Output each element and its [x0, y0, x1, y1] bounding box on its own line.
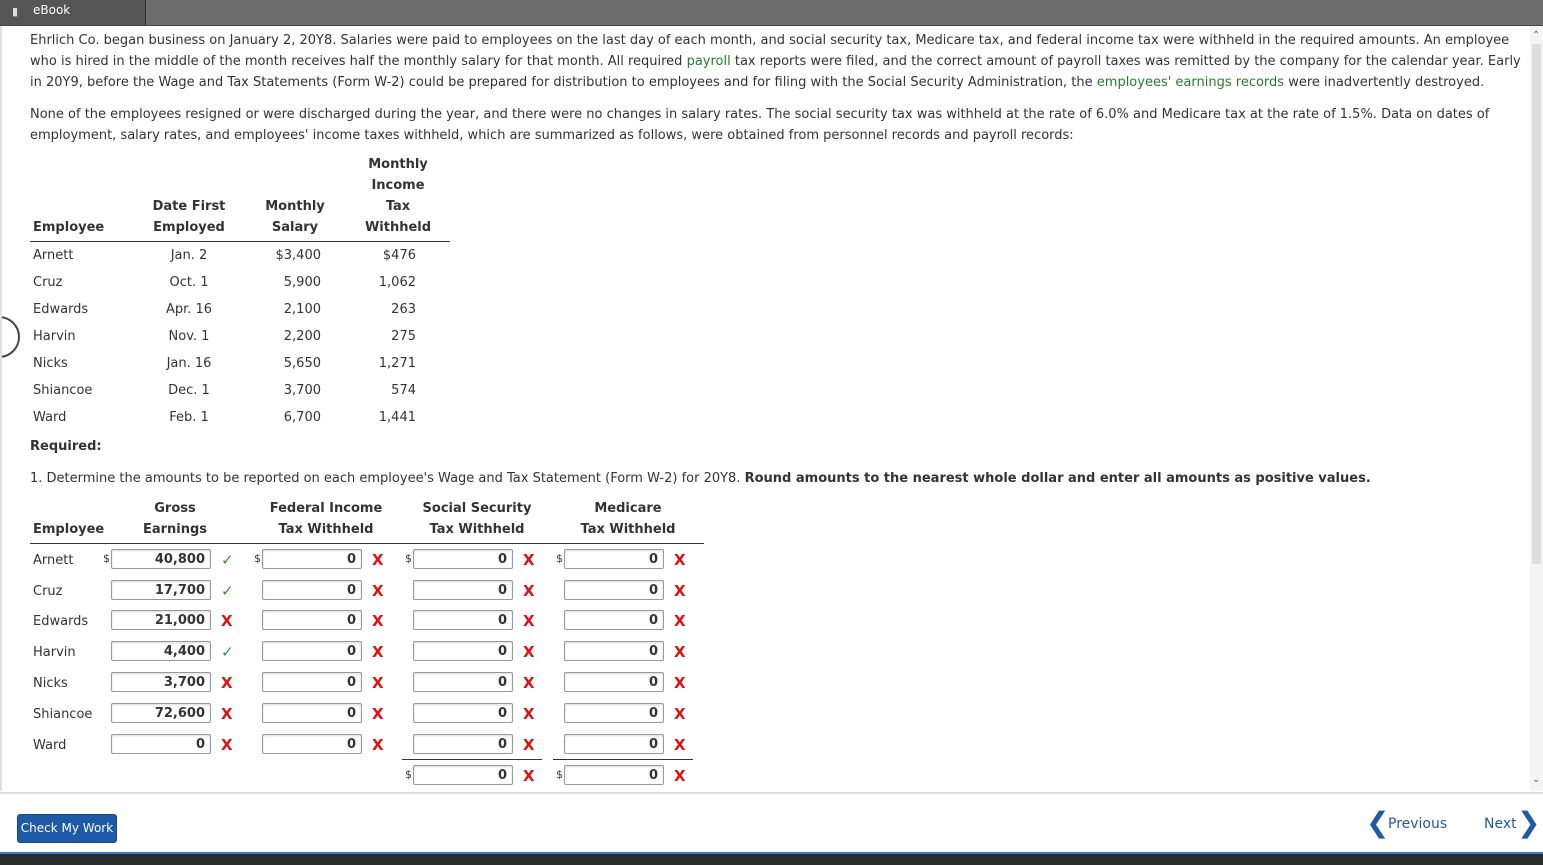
- incorrect-x-icon: X: [674, 551, 686, 569]
- medicare-tax-input[interactable]: 0: [564, 734, 664, 754]
- med-total-input[interactable]: 0: [564, 765, 664, 785]
- dt-monthly-salary: 5,650: [283, 356, 321, 371]
- dt-header-tax-3: Tax: [385, 199, 411, 214]
- incorrect-x-icon: X: [372, 674, 384, 692]
- dt-date-employed: Feb. 1: [169, 410, 209, 425]
- check-my-work-button[interactable]: Check My Work: [17, 814, 117, 843]
- dt-monthly-salary: 2,100: [283, 302, 321, 317]
- gross-earnings-input[interactable]: 40,800: [111, 549, 211, 569]
- dt-date-employed: Jan. 16: [166, 356, 212, 371]
- federal-income-tax-input[interactable]: 0: [262, 734, 362, 754]
- federal-income-tax-input[interactable]: 0: [262, 610, 362, 630]
- required-label: Required:: [30, 439, 102, 454]
- incorrect-x-icon: X: [523, 551, 535, 569]
- at-header-rule: [30, 543, 704, 544]
- dt-date-employed: Oct. 1: [169, 275, 209, 290]
- at-employee-name: Shiancoe: [33, 707, 93, 722]
- incorrect-x-icon: X: [523, 674, 535, 692]
- dt-monthly-tax: 263: [391, 302, 416, 317]
- med-total-currency: $: [556, 768, 563, 781]
- incorrect-x-icon: X: [674, 582, 686, 600]
- dt-date-employed: Nov. 1: [168, 329, 210, 344]
- federal-income-tax-input[interactable]: 0: [262, 703, 362, 723]
- intro-paragraph-2: None of the employees resigned or were discharged during the year, and there were no changes in salary rates. The social security tax was withheld at the rate of 6.0% and Medicare tax at the rate of 1.5%. Data on dates of employment, salary rates, and employees' income taxes withheld, which are summarized as follows, were obtained from personnel records and payroll records:: [30, 107, 1490, 143]
- incorrect-x-icon: X: [372, 705, 384, 723]
- social-security-tax-currency: $: [405, 552, 412, 565]
- chevron-right-icon[interactable]: ❯: [1517, 806, 1541, 839]
- social-security-tax-input[interactable]: 0: [413, 703, 513, 723]
- medicare-tax-input[interactable]: 0: [564, 703, 664, 723]
- dt-monthly-salary: 3,700: [283, 383, 321, 398]
- dt-monthly-salary: 6,700: [283, 410, 321, 425]
- dt-header-rule: [30, 241, 450, 242]
- intro-text-b: tax reports were filed, and the correct amount of payroll taxes was remitted by the company for the calendar year. Early in 20Y9, before the Wage and Tax Statements (Form W-2) could be prepared for distribution to employees and for filing with the Social Security Administration, the: [30, 54, 1521, 90]
- dt-employee-name: Ward: [33, 410, 67, 425]
- incorrect-x-icon: X: [674, 674, 686, 692]
- dt-monthly-tax: $476: [382, 248, 416, 263]
- dt-monthly-tax: 275: [391, 329, 416, 344]
- federal-income-tax-input[interactable]: 0: [262, 580, 362, 600]
- at-header-med-1: Medicare: [594, 501, 662, 516]
- next-link[interactable]: Next: [1484, 816, 1517, 832]
- dt-monthly-tax: 574: [391, 383, 416, 398]
- dt-employee-name: Nicks: [33, 356, 68, 371]
- dt-header-tax-1: Monthly: [368, 157, 428, 172]
- dt-header-date-1: Date First: [152, 199, 226, 214]
- at-header-gross-2: Earnings: [142, 522, 208, 537]
- incorrect-x-icon: X: [523, 612, 535, 630]
- intro-text-c: were inadvertently destroyed.: [1284, 75, 1485, 90]
- social-security-tax-input[interactable]: 0: [413, 549, 513, 569]
- dt-employee-name: Harvin: [33, 329, 76, 344]
- question-plain: 1. Determine the amounts to be reported on each employee's Wage and Tax Statement (Form W-2) for 20Y8.: [30, 471, 745, 486]
- vertical-scrollbar[interactable]: [1530, 26, 1543, 791]
- correct-check-icon: ✓: [221, 582, 234, 600]
- question-text: [30, 471, 1520, 486]
- scroll-up-icon[interactable]: ⌃: [1532, 30, 1541, 41]
- dt-monthly-salary: $3,400: [275, 248, 321, 263]
- dt-employee-name: Edwards: [33, 302, 89, 317]
- dt-header-salary-2: Salary: [271, 220, 319, 235]
- gross-earnings-input[interactable]: 4,400: [111, 641, 211, 661]
- incorrect-x-icon: X: [523, 705, 535, 723]
- ss-total-input[interactable]: 0: [413, 765, 513, 785]
- at-header-gross-1: Gross: [154, 501, 196, 516]
- scroll-thumb[interactable]: [1532, 44, 1541, 564]
- dt-employee-name: Cruz: [33, 275, 63, 290]
- social-security-tax-input[interactable]: 0: [413, 641, 513, 661]
- medicare-tax-input[interactable]: 0: [564, 672, 664, 692]
- social-security-tax-input[interactable]: 0: [413, 672, 513, 692]
- incorrect-x-icon: X: [221, 612, 233, 630]
- med-total-rule: [553, 759, 693, 760]
- at-header-fed-1: Federal Income: [269, 501, 383, 516]
- ss-total-incorrect-icon: X: [523, 767, 535, 785]
- at-employee-name: Cruz: [33, 584, 63, 599]
- at-header-ss-2: Tax Withheld: [429, 522, 525, 537]
- intro-paragraph-1: [30, 30, 1525, 93]
- payroll-link[interactable]: payroll: [686, 54, 731, 69]
- dt-header-date-2: Employed: [153, 220, 225, 235]
- at-employee-name: Edwards: [33, 614, 89, 629]
- correct-check-icon: ✓: [221, 643, 234, 661]
- social-security-tax-input[interactable]: 0: [413, 734, 513, 754]
- gross-earnings-input[interactable]: 72,600: [111, 703, 211, 723]
- earnings-records-link[interactable]: employees' earnings records: [1096, 75, 1285, 90]
- ss-total-rule: [402, 759, 542, 760]
- incorrect-x-icon: X: [674, 705, 686, 723]
- incorrect-x-icon: X: [372, 736, 384, 754]
- dt-header-salary-1: Monthly: [265, 199, 325, 214]
- at-header-ss-1: Social Security: [422, 501, 532, 516]
- dt-date-employed: Jan. 2: [170, 248, 208, 263]
- ebook-tab[interactable]: [0, 0, 146, 25]
- scroll-down-icon[interactable]: ⌄: [1532, 774, 1541, 785]
- gross-earnings-input[interactable]: 21,000: [111, 610, 211, 630]
- incorrect-x-icon: X: [221, 705, 233, 723]
- dt-monthly-tax: 1,062: [378, 275, 416, 290]
- incorrect-x-icon: X: [221, 736, 233, 754]
- ss-total-currency: $: [405, 768, 412, 781]
- top-bar: [0, 0, 1543, 26]
- gross-earnings-input[interactable]: 0: [111, 734, 211, 754]
- federal-income-tax-input[interactable]: 0: [262, 672, 362, 692]
- at-header-employee: Employee: [33, 522, 105, 537]
- social-security-tax-input[interactable]: 0: [413, 610, 513, 630]
- question-bold: Round amounts to the nearest whole dollar and enter all amounts as positive values.: [744, 471, 1371, 486]
- gross-earnings-input[interactable]: 3,700: [111, 672, 211, 692]
- at-header-med-2: Tax Withheld: [580, 522, 676, 537]
- medicare-tax-currency: $: [556, 552, 563, 565]
- incorrect-x-icon: X: [372, 612, 384, 630]
- incorrect-x-icon: X: [523, 643, 535, 661]
- intro-text-a: Ehrlich Co. began business on January 2, 20Y8. Salaries were paid to employees on the last day of each month, and social security tax, Medicare tax, and federal income tax were withheld in the required amounts. An employee who is hired in the middle of the month receives half the monthly salary for that month. All required: [30, 33, 1510, 69]
- at-employee-name: Ward: [33, 738, 67, 753]
- gross-earnings-input[interactable]: 17,700: [111, 580, 211, 600]
- dt-monthly-tax: 1,271: [378, 356, 416, 371]
- at-header-fed-2: Tax Withheld: [278, 522, 374, 537]
- medicare-tax-input[interactable]: 0: [564, 641, 664, 661]
- incorrect-x-icon: X: [523, 582, 535, 600]
- incorrect-x-icon: X: [372, 551, 384, 569]
- incorrect-x-icon: X: [674, 643, 686, 661]
- ebook-tab-label: eBook: [33, 3, 71, 17]
- at-employee-name: Arnett: [33, 553, 74, 568]
- previous-link[interactable]: Previous: [1388, 816, 1448, 832]
- incorrect-x-icon: X: [372, 582, 384, 600]
- incorrect-x-icon: X: [523, 736, 535, 754]
- dt-monthly-salary: 2,200: [283, 329, 321, 344]
- at-employee-name: Nicks: [33, 676, 68, 691]
- at-employee-name: Harvin: [33, 645, 76, 660]
- medicare-tax-input[interactable]: 0: [564, 610, 664, 630]
- federal-income-tax-input[interactable]: 0: [262, 549, 362, 569]
- content-pane: [0, 26, 1532, 791]
- footer-bar: [0, 792, 1543, 854]
- med-total-incorrect-icon: X: [674, 767, 686, 785]
- medicare-tax-input[interactable]: 0: [564, 580, 664, 600]
- dt-header-employee: Employee: [33, 220, 105, 235]
- incorrect-x-icon: X: [674, 736, 686, 754]
- prev-panel-circle-icon[interactable]: [0, 316, 20, 358]
- dt-header-tax-2: Income: [371, 178, 425, 193]
- dt-date-employed: Apr. 16: [165, 302, 213, 317]
- bottom-bar: [0, 852, 1543, 865]
- dt-header-tax-4: Withheld: [364, 220, 432, 235]
- dt-date-employed: Dec. 1: [168, 383, 210, 398]
- dt-employee-name: Shiancoe: [33, 383, 93, 398]
- gross-earnings-currency: $: [103, 552, 110, 565]
- dt-monthly-tax: 1,441: [378, 410, 416, 425]
- dt-monthly-salary: 5,900: [283, 275, 321, 290]
- incorrect-x-icon: X: [221, 674, 233, 692]
- correct-check-icon: ✓: [221, 551, 234, 569]
- book-icon: ▮: [12, 5, 19, 18]
- chevron-left-icon[interactable]: ❮: [1366, 806, 1390, 839]
- federal-income-tax-input[interactable]: 0: [262, 641, 362, 661]
- federal-income-tax-currency: $: [254, 552, 261, 565]
- dt-employee-name: Arnett: [33, 248, 74, 263]
- incorrect-x-icon: X: [372, 643, 384, 661]
- social-security-tax-input[interactable]: 0: [413, 580, 513, 600]
- medicare-tax-input[interactable]: 0: [564, 549, 664, 569]
- incorrect-x-icon: X: [674, 612, 686, 630]
